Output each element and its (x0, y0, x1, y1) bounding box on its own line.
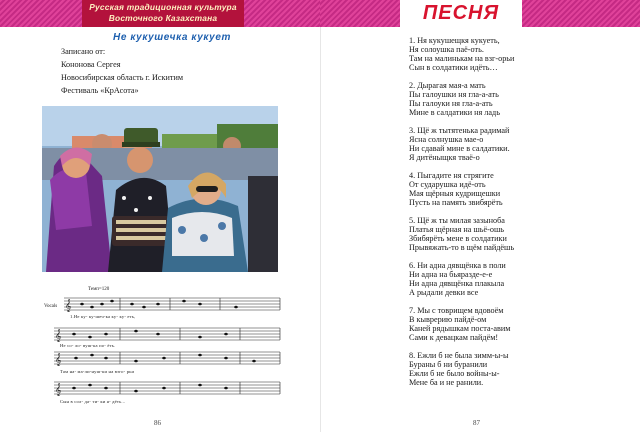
verse-line: Пусть на память звибярёть (409, 198, 503, 207)
decorative-band (0, 0, 82, 27)
verse-line: Ни адна на бьяразде-е-е (409, 270, 493, 279)
verse-line: 6. Ни адна дявщёнка в поли (409, 261, 506, 270)
verse-line: 8. Ежли б не была зимм-ы-ы (409, 351, 509, 360)
verse (409, 81, 579, 117)
verse-line: Мая щёрныя кудрищешки (409, 189, 501, 198)
performer-name: Кононова Сергея (61, 60, 121, 69)
verse (409, 306, 579, 342)
verse-line: Мине в салдатики ня ладь (409, 108, 500, 117)
verse (409, 216, 579, 252)
verse-line: 7. Мы с товрищем вдовоём (409, 306, 504, 315)
verse-line: Пы галоушки ня гла-а-ать (409, 90, 499, 99)
verse (409, 351, 579, 387)
header-line-1: Русская традиционная культура (89, 2, 237, 12)
score-lyric-line: 1.Не ку- ку-шеч-ка ку- ку- еть, (70, 314, 136, 319)
festival-photo (42, 106, 278, 272)
score-lyric-line: Сын в сол- да- ти- ки я- дёть... (60, 399, 126, 404)
verse-line: Сын в солдатики идёть… (409, 63, 498, 72)
verse-line: В кыврерию пайдё-ом (409, 315, 487, 324)
verse-line: Каней рядышкам поста-авим (409, 324, 511, 333)
verse-line: Ни адна дявщёнка плакыла (409, 279, 505, 288)
svg-text:𝄞: 𝄞 (55, 329, 62, 342)
verse (409, 126, 579, 162)
verse (409, 261, 579, 297)
verse-line: 1. Ня кукушещкя кукуеть, (409, 36, 500, 45)
page-number-right: 87 (473, 419, 480, 427)
header-line-2: Восточного Казахстана (108, 13, 218, 23)
sheet-music (40, 284, 282, 414)
tempo-marking: Темп=120 (88, 287, 110, 292)
page-title: ПЕСНЯ (422, 2, 500, 24)
svg-text:𝄞: 𝄞 (65, 299, 72, 312)
song-verses (409, 36, 579, 396)
verse (409, 171, 579, 207)
verse-line: А рыдали девки все (409, 288, 479, 297)
photo-illustration (42, 106, 278, 272)
verse-line: Збибярёть мене в солдатики (409, 234, 507, 243)
verse-line: Пы галоуки ня гла-а-ать (409, 99, 493, 108)
score-lyric-line: Не со- ло- вуш-ка по- ёть. (60, 343, 116, 348)
music-staff (40, 284, 282, 414)
verse-line: Там на малинькам на взг-орьи (409, 54, 515, 63)
verse-line: 4. Пыгадите ня стрягите (409, 171, 494, 180)
section-header (82, 0, 244, 27)
festival-name: Фестиваль «КрАсота» (61, 86, 139, 95)
decorative-band (320, 0, 400, 27)
verse-line: Ежли б не было войны-ы- (409, 369, 500, 378)
recording-location: Новосибирская область г. Искитим (61, 73, 184, 82)
svg-text:𝄞: 𝄞 (55, 353, 62, 366)
verse-line: Ясна солнушка мае-о (409, 135, 484, 144)
page-number-left: 86 (154, 419, 161, 427)
recording-info (61, 45, 183, 97)
verse-line: Мене ба и не ранили. (409, 378, 484, 387)
verse-line: От сударушка идё-оть (409, 180, 486, 189)
verse (409, 36, 579, 72)
verse-line: Бураны б ни буранили (409, 360, 488, 369)
vocals-label: Vocals (44, 304, 58, 309)
verse-line: Ня солоушка паё-оть. (409, 45, 484, 54)
svg-text:𝄞: 𝄞 (55, 383, 62, 396)
verse-line: 2. Дырагая мая-а мать (409, 81, 486, 90)
song-title: Не кукушечка кукует (113, 32, 231, 43)
verse-line: 5. Щё ж ты милая зазыноба (409, 216, 505, 225)
verse-line: 3. Щё ж тытятенька радимай (409, 126, 510, 135)
verse-line: Сами к девацкам пайдём! (409, 333, 499, 342)
score-lyric-line: Там на- ма-ли-нуш-ки на взго- рьи (60, 369, 135, 374)
decorative-band (244, 0, 320, 27)
recorded-label: Записано от: (61, 47, 106, 56)
verse-line: Я дитёныщкя тваё-о (409, 153, 480, 162)
verse-line: Ни сдавай мине в салдатики. (409, 144, 510, 153)
decorative-band (522, 0, 640, 27)
verse-line: Платья щёрная на шьё-ошь (409, 225, 504, 234)
verse-line: Прывяжать-то в щём пайдёшь (409, 243, 515, 252)
